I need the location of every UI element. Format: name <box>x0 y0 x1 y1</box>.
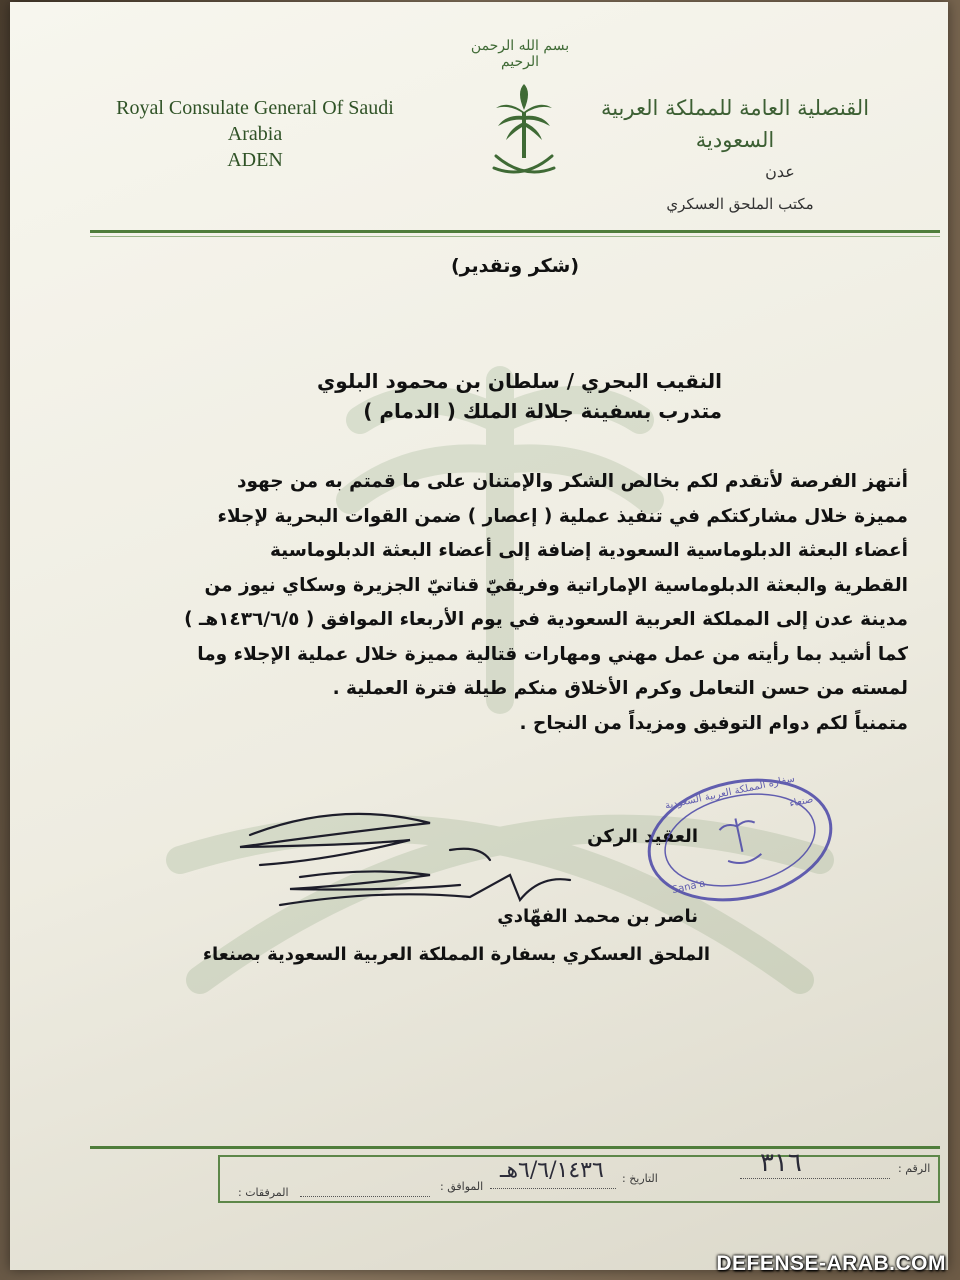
attachments-label: المرفقات : <box>238 1186 289 1199</box>
body-line: مدينة عدن إلى المملكة العربية السعودية في يوم الأربعاء الموافق ( ١٤٣٦/٦/٥هـ ) <box>184 609 908 630</box>
letter-body <box>178 465 908 741</box>
official-stamp <box>640 770 840 910</box>
letterhead-arabic <box>570 92 900 220</box>
number-label: الرقم : <box>898 1162 931 1175</box>
header-divider <box>90 230 940 233</box>
date-dotted-line <box>490 1188 616 1189</box>
body-line: لمسته من حسن التعامل وكرم الأخلاق منكم طيلة فترة العملية . <box>332 678 908 699</box>
consulate-name-ar: القنصلية العامة للمملكة العربية السعودية <box>600 96 870 152</box>
stamp-text-city: صنعاء <box>788 794 815 810</box>
reference-number: ٣١٦ <box>760 1148 802 1178</box>
body-line: أنتهز الفرصة لأتقدم لكم بخالص الشكر والإمتنان على ما قمتم به من جهود <box>236 471 908 492</box>
header-divider-thin <box>90 236 940 237</box>
recipient-position: متدرب بسفينة جلالة الملك ( الدمام ) <box>363 399 722 423</box>
stamp-text-top: سفارة المملكة العربية السعودية <box>664 773 796 812</box>
consulate-name-en: Royal Consulate General Of Saudi Arabia <box>116 97 394 145</box>
body-line: أعضاء البعثة الدبلوماسية السعودية إضافة إلى أعضاء البعثة الدبلوماسية <box>269 540 908 561</box>
date-label: التاريخ : <box>622 1172 658 1185</box>
signatory-rank: العقيد الركن <box>587 826 698 847</box>
body-line: القطرية والبعثة الدبلوماسية الإماراتية وفريقيّ قناتيّ الجزيرة وسكاي نيوز من <box>204 574 908 596</box>
city-name-ar: عدن <box>765 162 795 181</box>
corresponding-label: الموافق : <box>440 1180 484 1193</box>
saudi-emblem-icon <box>488 82 560 192</box>
stamp-text-en: Sana'a <box>671 878 707 897</box>
signatory-position: الملحق العسكري بسفارة المملكة العربية السعودية بصنعاء <box>202 944 710 965</box>
city-name-en: ADEN <box>227 149 283 171</box>
letter-subject: (شكر وتقدير) <box>450 255 580 277</box>
body-line: متمنياً لكم دوام التوفيق ومزيداً من النجاح . <box>519 712 908 734</box>
footer-divider <box>90 1146 940 1149</box>
corresponding-dotted-line <box>300 1196 430 1197</box>
date-value: ٦/٦/١٤٣٦هـ <box>500 1158 604 1183</box>
handwritten-signature <box>220 805 580 920</box>
recipient-block <box>122 366 722 426</box>
recipient-name: النقيب البحري / سلطان بن محمود البلوي <box>316 369 722 393</box>
bismillah-calligraphy: بسم الله الرحمن الرحيم <box>470 38 570 70</box>
body-line: كما أشيد بما رأيته من عمل مهني ومهارات قتالية مميزة خلال عملية الإجلاء وما <box>197 643 908 665</box>
signatory-name: ناصر بن محمد الفهّادي <box>497 906 698 927</box>
body-line: مميزة خلال مشاركتكم في تنفيذ عملية ( إعصار ) ضمن القوات البحرية لإجلاء <box>217 505 908 527</box>
office-name-ar: مكتب الملحق العسكري <box>666 195 814 213</box>
site-watermark: DEFENSE-ARAB.COM <box>716 1252 946 1275</box>
letterhead-english <box>90 95 420 173</box>
number-dotted-line <box>740 1178 890 1179</box>
